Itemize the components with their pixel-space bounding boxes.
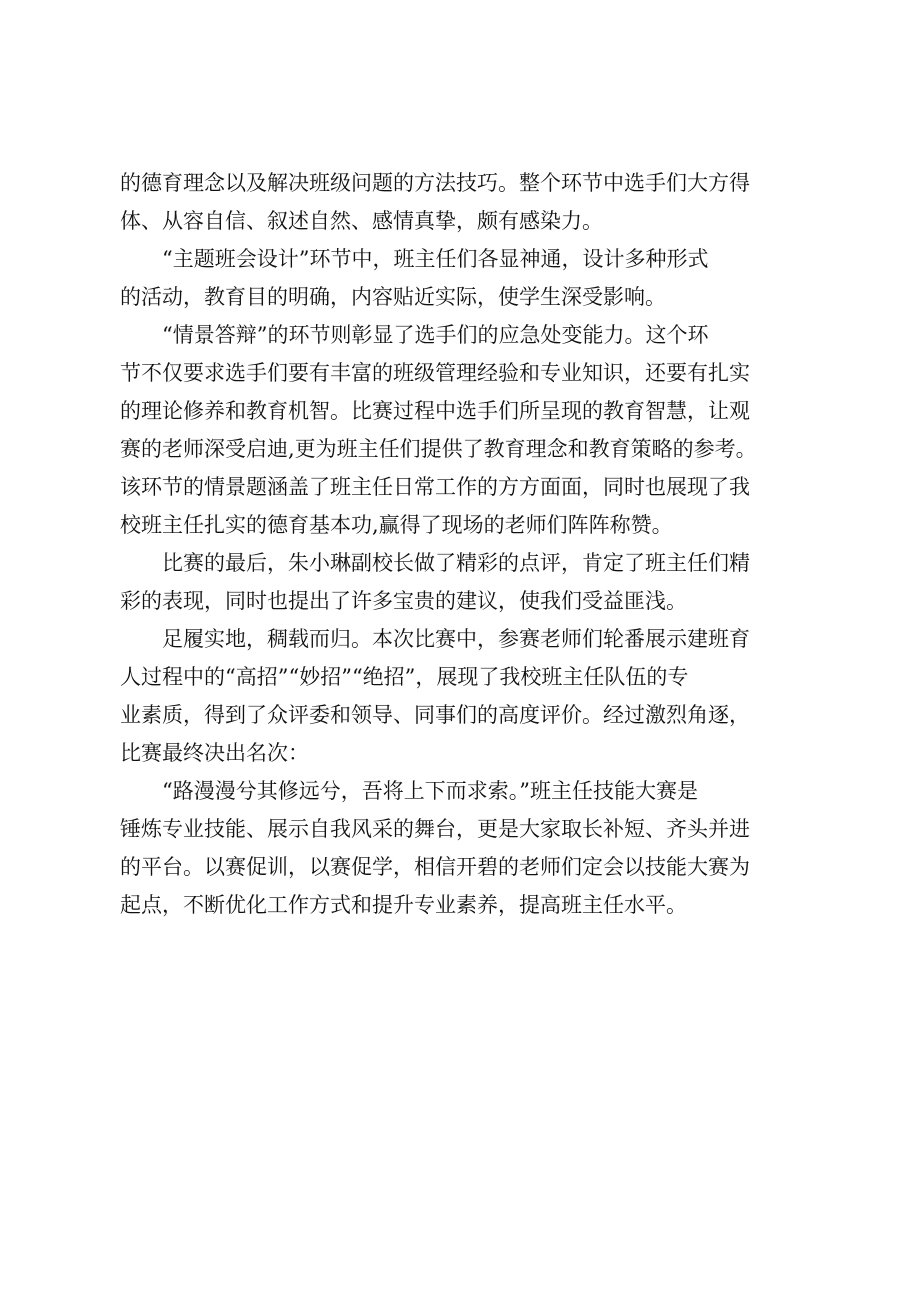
document-body [120, 164, 820, 924]
text-line: 起点，不断优化工作方式和提升专业素养，提高班主任水平。 [120, 893, 687, 917]
paragraph-2 [120, 240, 820, 316]
text-line: 赛的老师深受启迪,更为班主任们提供了教育理念和教育策略的参考。 [120, 437, 757, 461]
text-line: “主题班会设计”环节中，班主任们各显神通，设计多种形式 [162, 247, 709, 271]
text-line: 体、从容自信、叙述自然、感情真挚，颇有感染力。 [120, 209, 603, 233]
paragraph-6 [120, 772, 820, 924]
text-line: 比赛最终决出名次： [120, 741, 309, 765]
text-line: 的平台。以赛促训，以赛促学，相信开碧的老师们定会以技能大赛为 [120, 855, 750, 879]
text-line: 的活动，教育目的明确，内容贴近实际，使学生深受影响。 [120, 285, 666, 309]
paragraph-5 [120, 620, 820, 772]
text-line: “路漫漫兮其修远兮，吾将上下而求索。”班主任技能大赛是 [162, 779, 698, 803]
text-line: 的理论修养和教育机智。比赛过程中选手们所呈现的教育智慧，让观 [120, 399, 750, 423]
text-line: 该环节的情景题涵盖了班主任日常工作的方方面面，同时也展现了我 [120, 475, 750, 499]
paragraph-1 [120, 164, 820, 240]
text-line: “情景答辩”的环节则彰显了选手们的应急处变能力。这个环 [162, 323, 709, 347]
paragraph-3 [120, 316, 820, 544]
text-line: 业素质，得到了众评委和领导、同事们的高度评价。经过激烈角逐， [120, 703, 750, 727]
text-line: 的德育理念以及解决班级问题的方法技巧。整个环节中选手们大方得 [120, 171, 750, 195]
text-line: 人过程中的“高招”“妙招”“绝招”，展现了我校班主任队伍的专 [120, 665, 689, 689]
text-line: 锤炼专业技能、展示自我风采的舞台，更是大家取长补短、齐头并进 [120, 817, 750, 841]
text-line: 足履实地，稠载而归。本次比赛中，参赛老师们轮番展示建班育 [162, 627, 750, 651]
text-line: 比赛的最后，朱小琳副校长做了精彩的点评，肯定了班主任们精 [162, 551, 750, 575]
text-line: 节不仅要求选手们要有丰富的班级管理经验和专业知识，还要有扎实 [120, 361, 750, 385]
text-line: 彩的表现，同时也提出了许多宝贵的建议，使我们受益匪浅。 [120, 589, 687, 613]
paragraph-4 [120, 544, 820, 620]
text-line: 校班主任扎实的德育基本功,赢得了现场的老师们阵阵称赞。 [120, 513, 673, 537]
